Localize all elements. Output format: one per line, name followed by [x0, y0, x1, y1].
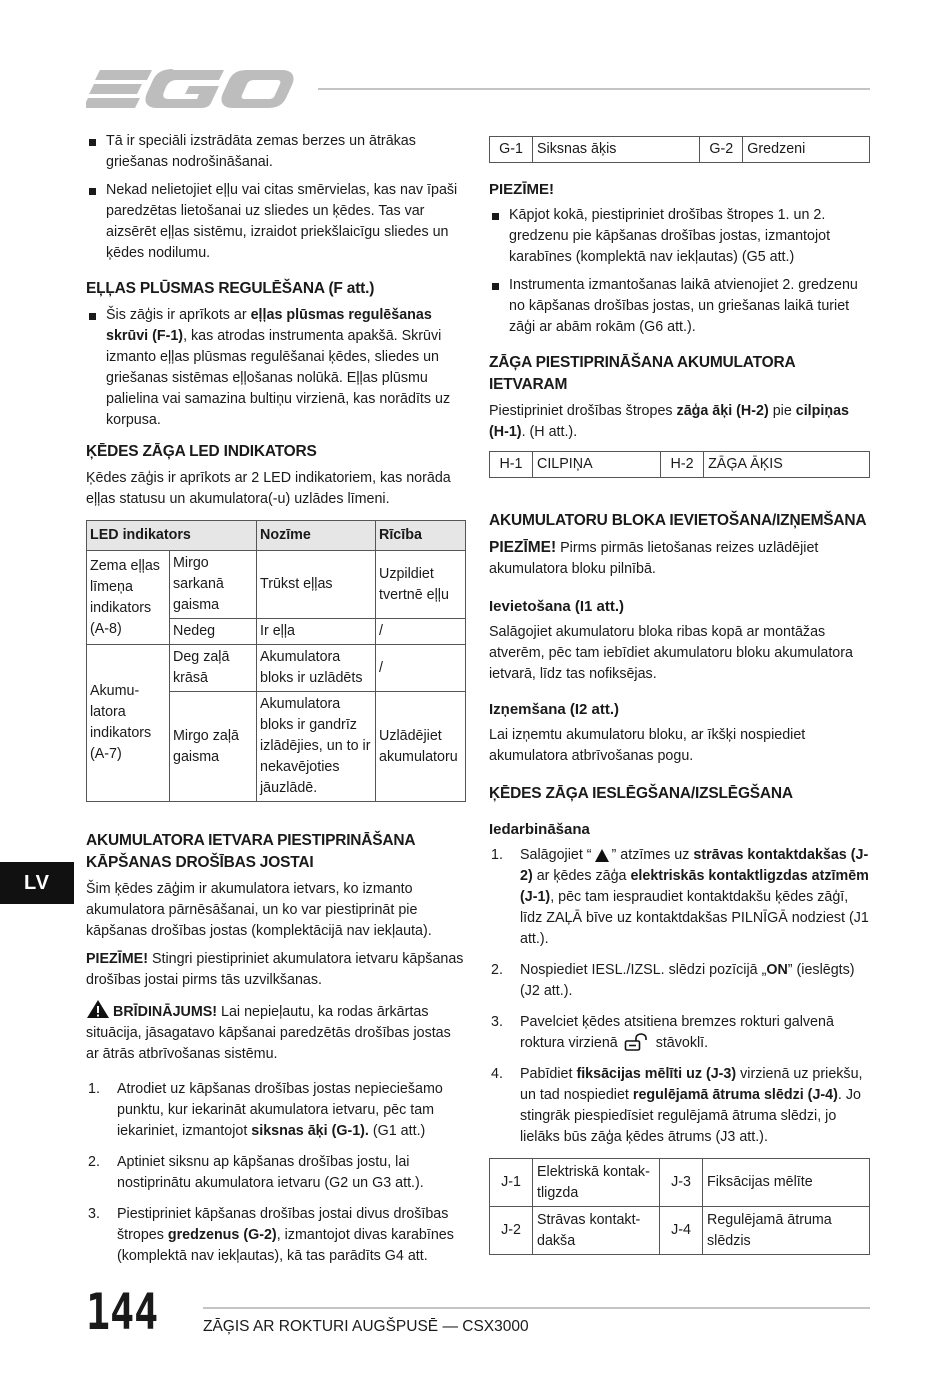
- remove-heading: Izņemšana (I2 att.): [489, 701, 620, 718]
- list-item: 2. Aptiniet siksnu ap kāpšanas drošības jostu, lai nostiprinātu akumulatora ietvaru (G2 un G3 att.).: [88, 1154, 424, 1191]
- table-cell: J-2: [490, 1207, 533, 1255]
- language-tab: LV: [0, 862, 74, 904]
- section-heading-led: ĶĒDES ZĀĢA LED INDIKATORS: [86, 443, 317, 460]
- intro-bullets: [86, 131, 466, 264]
- table-cell: ZĀĢA ĀĶIS: [704, 452, 870, 478]
- table-row: [490, 1159, 870, 1207]
- list-item: 3. Pavelciet ķēdes atsitiena bremzes rokturi galvenā roktura virzienā stāvoklī.: [491, 1014, 834, 1051]
- insert-heading: Ievietošana (I1 att.): [489, 598, 625, 615]
- table-cell: J-1: [490, 1159, 533, 1207]
- start-heading: Iedarbināšana: [489, 821, 590, 838]
- left-column: [86, 131, 466, 1277]
- section-heading-saw-attach: ZĀĢA PIESTIPRINĀŠANA AKUMULATORA IETVARAM: [489, 354, 795, 393]
- table-cell: J-4: [660, 1207, 703, 1255]
- list-item: 1. Salāgojiet “ ” atzīmes uz strāvas kontaktdakšas (J-2) ar ķēdes zāģa elektriskās kontaktligzdas atzīmēm (J-1), pēc tam iespraudiet kontaktdakšu ķēdes zāģī, līdz ZAĻĀ bīve uz kontaktdakšas PILNĪGĀ nodziest (J1 att.).: [491, 847, 869, 947]
- table-cell: Zema eļļas līmeņa indikators (A-8): [87, 551, 170, 645]
- table-cell: Trūkst eļļas: [257, 551, 376, 619]
- table-header-row: [87, 521, 466, 551]
- table-cell: Siksnas āķis: [533, 137, 700, 163]
- list-item: Nekad nelietojiet eļļu vai citas smērvielas, kas nav īpaši paredzētas lietošanai uz sliedes un ķēdes. Tas var aizsērēt eļļas sistēmu, izraidot priekšlaicīgu sliedes un ķēdes nodilumu.: [86, 180, 466, 264]
- table-cell: Mirgo sarkanā gaisma: [170, 551, 257, 619]
- table-cell: Strāvas kontakt-dakša: [533, 1207, 660, 1255]
- list-item: 3. Piestipriniet kāpšanas drošības jostai divus drošības štropes gredzenus (G-2), izmantojot divas karabīnes (komplektā nav iekļautas), kā tas parādīts G4 att.: [88, 1206, 454, 1264]
- table-cell: Elektriskā kontak-tligzda: [533, 1159, 660, 1207]
- led-intro: Ķēdes zāģis ir aprīkots ar 2 LED indikatoriem, kas norāda eļļas statusu un akumulatora(-u) uzlādes līmeni.: [86, 470, 451, 507]
- list-item: 2. Nospiediet IESL./IZSL. slēdzi pozīcijā „ON” (ieslēgts) (J2 att.).: [491, 962, 855, 999]
- unlocked-padlock-icon: [624, 1033, 650, 1051]
- triangle-mark-icon: [594, 848, 610, 863]
- section-heading-oil-flow: EĻĻAS PLŪSMAS REGULĒŠANA (F att.): [86, 280, 375, 297]
- list-item: Šis zāģis ir aprīkots ar eļļas plūsmas regulēšanas skrūvi (F-1), kas atrodas instrumenta apakšā. Skrūvi izmanto eļļas plūsmas regulēšanai ķēdes, sliedes un griešanas sistēmas eļļošanas nolūkā. Eļļas plūsmu palielina vai samazina bultiņu virzienā, kas norādīts uz korpusa.: [86, 305, 466, 431]
- table-cell: Mirgo zaļā gaisma: [170, 692, 257, 802]
- list-item: 1. Atrodiet uz kāpšanas drošības jostas nepieciešamo punktu, kur iekarināt akumulatora ietvaru, pēc tam iekariniet, izmantojot siksnas āķi (G-1). (G1 att.): [88, 1081, 443, 1139]
- note-heading: PIEZĪME!: [489, 181, 555, 198]
- holder-intro: Šim ķēdes zāģim ir akumulatora ietvars, ko izmanto akumulatora pārnēsāšanai, un ko var piestiprināt pie kāpšanas drošības jostas (komplektācijā nav iekļauta).: [86, 881, 432, 939]
- led-table: [86, 520, 466, 802]
- table-row: [87, 645, 466, 692]
- table-cell: G-2: [700, 137, 743, 163]
- list-item: Instrumenta izmantošanas laikā atvienojiet 2. gredzenu no kāpšanas drošības jostas, un griešanas laikā turiet zāģi ar abām rokām (G6 att.).: [489, 275, 870, 338]
- table-cell: /: [376, 645, 466, 692]
- oil-bullets: [86, 305, 466, 431]
- section-heading-battery: AKUMULATORU BLOKA IEVIETOŠANA/IZŅEMŠANA: [489, 512, 867, 529]
- ego-logo: [86, 64, 298, 114]
- table-cell: Regulējamā ātruma slēdzis: [703, 1207, 870, 1255]
- note-bullets: [489, 205, 870, 338]
- g-parts-table: [489, 136, 870, 163]
- table-cell: CILPIŅA: [533, 452, 661, 478]
- table-header-cell: LED indikators: [87, 521, 257, 551]
- table-cell: J-3: [660, 1159, 703, 1207]
- table-cell: Akumulatora bloks ir gandrīz izlādējies, un to ir nekavējoties jāuzlādē.: [257, 692, 376, 802]
- table-cell: Deg zaļā krāsā: [170, 645, 257, 692]
- h-parts-table: [489, 451, 870, 478]
- list-item: 4. Pabīdiet fiksācijas mēlīti uz (J-3) virzienā uz priekšu, un tad nospiediet regulējamā ātruma slēdzi (J-4). Jo stingrāk piespiedīsiet regulējamā ātruma slēdzi, jo lielāks būs zāģa ķēdes ātrums (J3 att.).: [491, 1066, 863, 1145]
- warning-paragraph: BRĪDINĀJUMS! Lai nepieļautu, ka rodas ārkārtas situācija, jāsagatavo kāpšanai paredzētās drošības jostas ar ātrās atbrīvošanas sistēmu.: [86, 999, 466, 1065]
- section-heading-holder: AKUMULATORA IETVARA PIESTIPRINĀŠANA KĀPŠANAS DROŠĪBAS JOSTAI: [86, 832, 415, 871]
- holder-steps: [86, 1079, 466, 1267]
- list-item: Tā ir speciāli izstrādāta zemas berzes un ātrākas griešanas nodrošināšanai.: [86, 131, 466, 173]
- table-cell: Akumu-latora indikators (A-7): [87, 645, 170, 802]
- saw-attach-text: Piestipriniet drošības štropes zāģa āķi (H-2) pie cilpiņas (H-1). (H att.).: [489, 403, 849, 440]
- warning-icon: [86, 999, 110, 1019]
- table-cell: H-1: [490, 452, 533, 478]
- table-cell: Uzlādējiet akumulatoru: [376, 692, 466, 802]
- table-row: [490, 452, 870, 478]
- table-cell: Gredzeni: [743, 137, 870, 163]
- footer-title: ZĀĢIS AR ROKTURI AUGŠPUSĒ — CSX3000: [203, 1318, 529, 1335]
- table-cell: Uzpildiet tvertnē eļļu: [376, 551, 466, 619]
- footer-rule: [203, 1307, 870, 1309]
- page-number: 144: [86, 1283, 159, 1341]
- table-cell: /: [376, 619, 466, 645]
- list-item: Kāpjot kokā, piestipriniet drošības štropes 1. un 2. gredzenu pie kāpšanas drošības jostas, izmantojot karabīnes (komplektā nav iekļautas) (G5 att.): [489, 205, 870, 268]
- battery-note: PIEZĪME! Pirms pirmās lietošanas reizes uzlādējiet akumulatora bloku pilnībā.: [489, 539, 819, 577]
- table-header-cell: Nozīme: [257, 521, 376, 551]
- table-cell: Fiksācijas mēlīte: [703, 1159, 870, 1207]
- table-cell: Ir eļļa: [257, 619, 376, 645]
- section-heading-switch: ĶĒDES ZĀĢA IESLĒGŠANA/IZSLĒGŠANA: [489, 785, 793, 802]
- table-cell: H-2: [661, 452, 704, 478]
- table-row: [490, 137, 870, 163]
- holder-note: PIEZĪME! Stingri piestipriniet akumulatora ietvaru kāpšanas drošības jostai pirms tās uzvilkšanas.: [86, 951, 464, 988]
- insert-text: Salāgojiet akumulatoru bloka ribas kopā ar montāžas atverēm, pēc tam iebīdiet akumulatoru bloku akumulatora ietvarā, līdz tas nofiksējas.: [489, 624, 853, 682]
- table-cell: Nedeg: [170, 619, 257, 645]
- header-rule: [318, 88, 870, 90]
- table-cell: G-1: [490, 137, 533, 163]
- table-header-cell: Rīcība: [376, 521, 466, 551]
- j-parts-table: [489, 1158, 870, 1255]
- table-row: [490, 1207, 870, 1255]
- table-cell: Akumulatora bloks ir uzlādēts: [257, 645, 376, 692]
- remove-text: Lai izņemtu akumulatoru bloku, ar īkšķi nospiediet akumulatora atbrīvošanas pogu.: [489, 727, 806, 764]
- table-row: [87, 551, 466, 619]
- start-steps: [489, 845, 870, 1148]
- right-column: [489, 136, 870, 1255]
